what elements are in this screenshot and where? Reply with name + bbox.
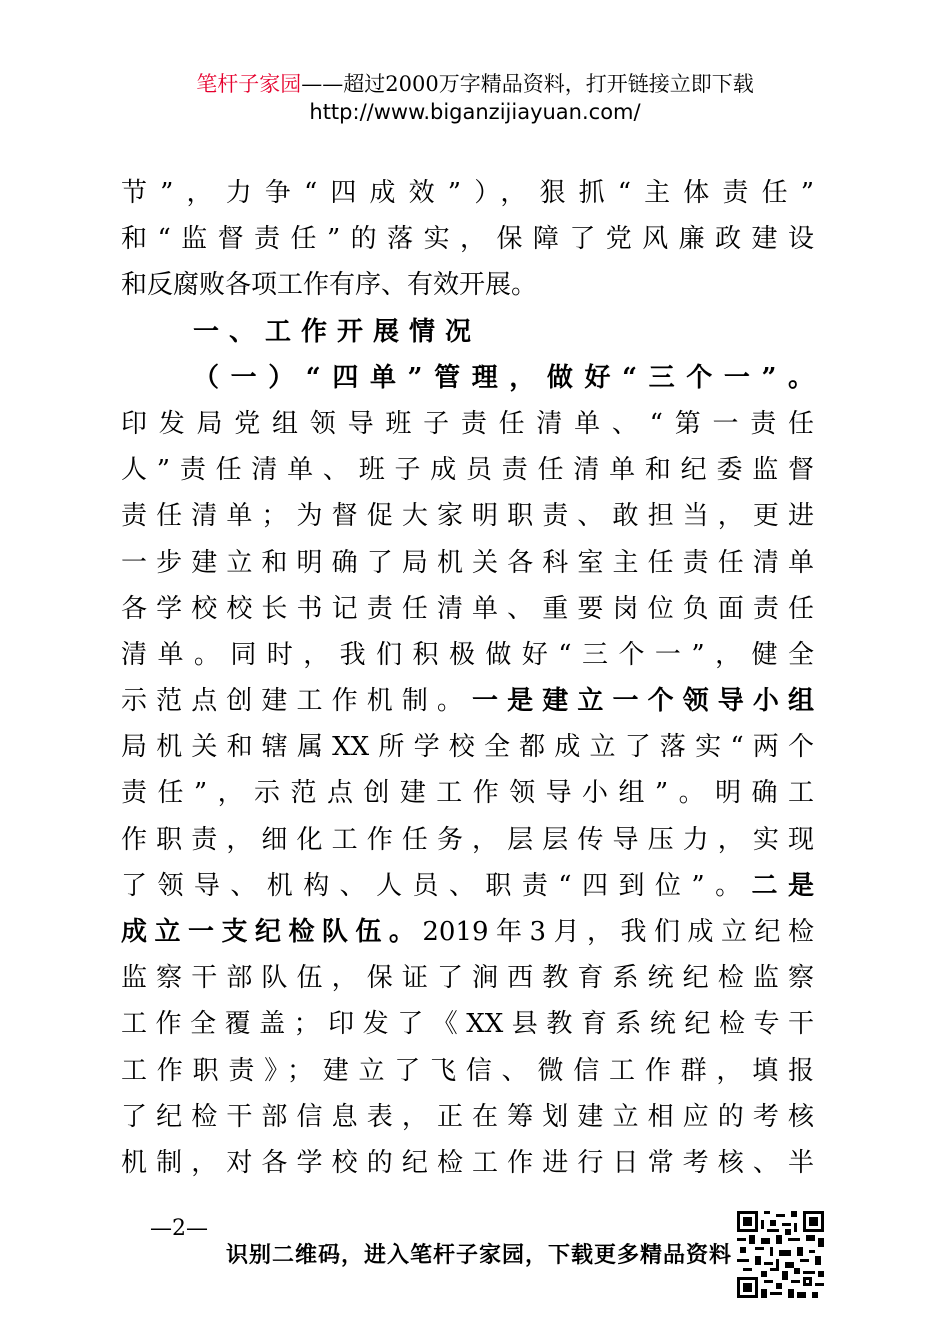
body-line: 和“监督责任”的落实，保障了党风廉政建设: [121, 224, 814, 255]
body-line: 责任”，示范点创建工作领导小组”。明确工: [121, 778, 814, 809]
document-body: [121, 170, 814, 1186]
qr-caption: 识别二维码，进入笔杆子家园，下载更多精品资料: [226, 1242, 733, 1268]
body-line: [121, 909, 814, 955]
body-text-run: 示范点创建工作机制。: [121, 686, 473, 717]
body-line: 作职责，细化工作任务，层层传导压力，实现: [121, 824, 814, 855]
body-text-run: 了领导、机构、人员、职责“四到位”。: [121, 870, 752, 901]
page-number: —2—: [150, 1216, 208, 1241]
body-line: [121, 678, 814, 724]
body-line: 责任清单；为督促大家明职责、敢担当，更进: [121, 501, 814, 532]
body-line: 人”责任清单、班子成员责任清单和纪委监督: [121, 455, 814, 486]
emphasis-text: 一是建立一个领导小组: [472, 686, 814, 717]
body-line: 机制，对各学校的纪检工作进行日常考核、半: [121, 1147, 814, 1178]
body-line: 各学校校长书记责任清单、重要岗位负面责任: [121, 593, 814, 624]
subsection-heading: （一）“四单”管理，做好“三个一”。: [193, 362, 814, 393]
body-line: 工作职责》；建立了飞信、微信工作群，填报: [121, 1055, 814, 1086]
body-line: [121, 863, 814, 909]
body-line: 节”，力争“四成效”），狠抓“主体责任”: [121, 178, 814, 208]
body-line: 和反腐败各项工作有序、有效开展。: [121, 270, 538, 301]
body-line: 了纪检干部信息表，正在筹划建立相应的考核: [121, 1101, 814, 1132]
header-url[interactable]: http://www.biganzijiayuan.com/: [309, 100, 641, 124]
body-text-run: 2019年3月，我们成立纪检: [422, 917, 814, 947]
section-heading: 一、工作开展情况: [193, 316, 482, 347]
emphasis-text: 成立一支纪检队伍。: [121, 917, 423, 947]
body-line: 清单。同时，我们积极做好“三个一”，健全: [121, 639, 814, 670]
body-line: 一步建立和明确了局机关各科室主任责任清单: [121, 547, 814, 578]
body-line: 监察干部队伍，保证了涧西教育系统纪检监察: [121, 963, 814, 994]
brand-name: 笔杆子家园: [196, 72, 302, 96]
body-line: 局机关和辖属XX所学校全都成立了落实“两个: [121, 732, 814, 763]
qr-code-icon[interactable]: [737, 1211, 824, 1298]
emphasis-text: 二是: [751, 870, 814, 901]
header-tagline: ——超过2000万字精品资料，打开链接立即下载: [301, 72, 754, 96]
body-line: 印发局党组领导班子责任清单、“第一责任: [121, 408, 814, 439]
body-line: 工作全覆盖；印发了《XX县教育系统纪检专干: [121, 1009, 814, 1040]
header-banner: [0, 70, 950, 126]
